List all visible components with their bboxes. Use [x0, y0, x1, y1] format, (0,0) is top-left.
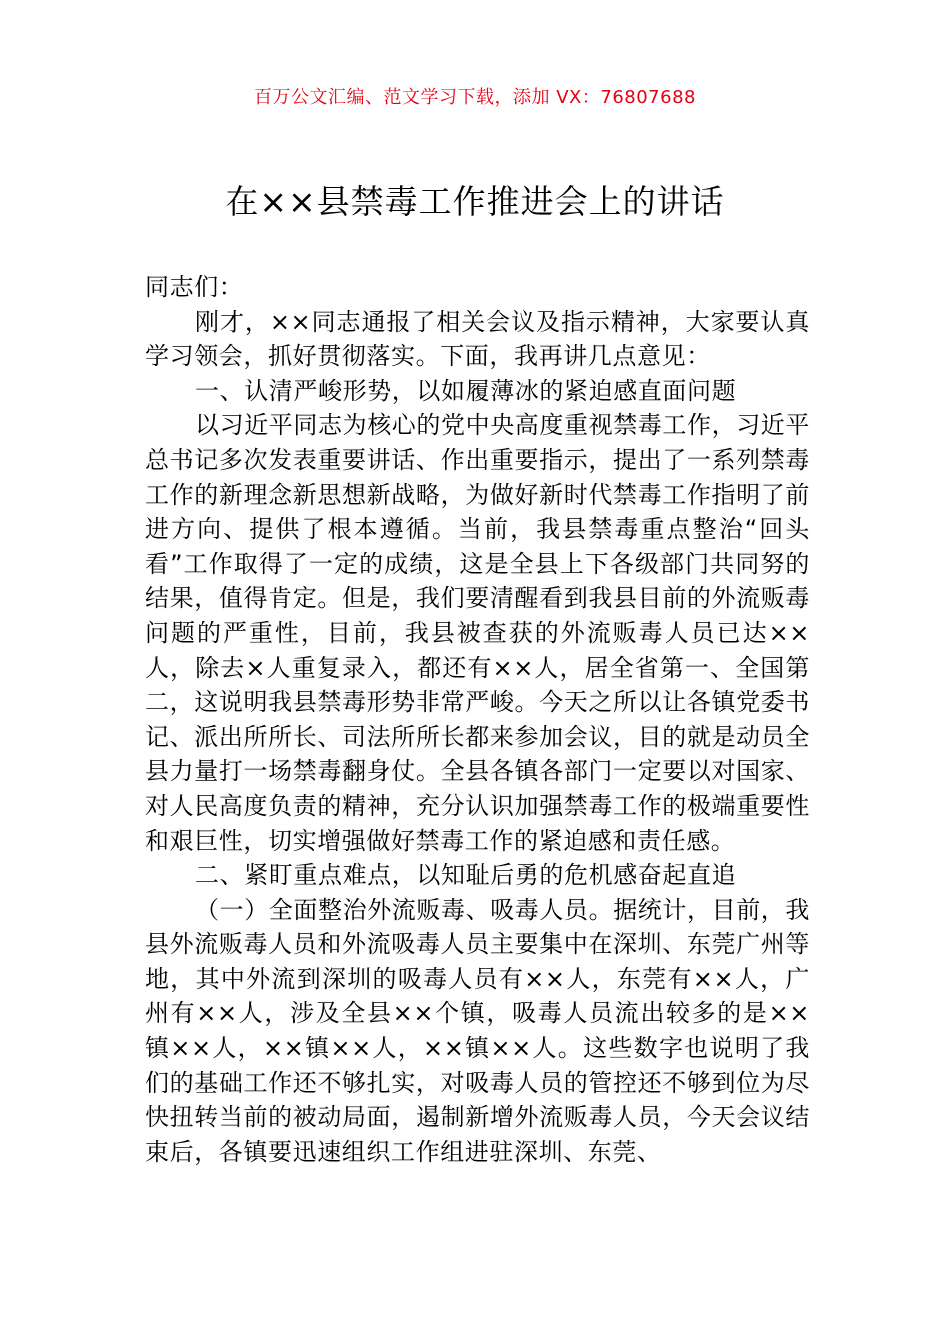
document-body	[145, 270, 810, 1169]
document-title: 在××县禁毒工作推进会上的讲话	[225, 182, 725, 221]
paragraph-intro: 刚才，××同志通报了相关会议及指示精神，大家要认真学习领会，抓好贯彻落实。下面，我再讲几点意见：	[145, 307, 810, 371]
section-heading-1: 一、认清严峻形势，以如履薄冰的紧迫感直面问题	[195, 376, 737, 405]
salutation: 同志们：	[145, 273, 244, 301]
section-heading-2: 二、紧盯重点难点，以知耻后勇的危机感奋起直追	[195, 861, 737, 890]
paragraph-subsection-1: （一）全面整治外流贩毒、吸毒人员。据统计，目前，我县外流贩毒人员和外流吸毒人员主要集中在深圳、东莞广州等地，其中外流到深圳的吸毒人员有××人，东莞有××人，广州有××人，涉及全县××个镇，吸毒人员流出较多的是××镇××人，××镇××人，××镇××人。这些数字也说明了我们的基础工作还不够扎实，对吸毒人员的管控还不够到位为尽快扭转当前的被动局面，遏制新增外流贩毒人员，今天会议结束后，各镇要迅速组织工作组进驻深圳、东莞、	[145, 895, 810, 1166]
header-promo-note: 百万公文汇编、范文学习下载，添加 VX：76807688	[254, 87, 696, 108]
paragraph-situation: 以习近平同志为核心的党中央高度重视禁毒工作，习近平总书记多次发表重要讲话、作出重要指示，提出了一系列禁毒工作的新理念新思想新战略，为做好新时代禁毒工作指明了前进方向、提供了根本遵循。当前，我县禁毒重点整治“回头看”工作取得了一定的成绩，这是全县上下各级部门共同努的结果，值得肯定。但是，我们要清醒看到我县目前的外流贩毒问题的严重性，目前，我县被查获的外流贩毒人员已达××人，除去×人重复录入，都还有××人，居全省第一、全国第二，这说明我县禁毒形势非常严峻。今天之所以让各镇党委书记、派出所所长、司法所所长都来参加会议，目的就是动员全县力量打一场禁毒翻身仗。全县各镇各部门一定要以对国家、对人民高度负责的精神，充分认识加强禁毒工作的极端重要性和艰巨性，切实增强做好禁毒工作的紧迫感和责任感。	[145, 411, 810, 855]
